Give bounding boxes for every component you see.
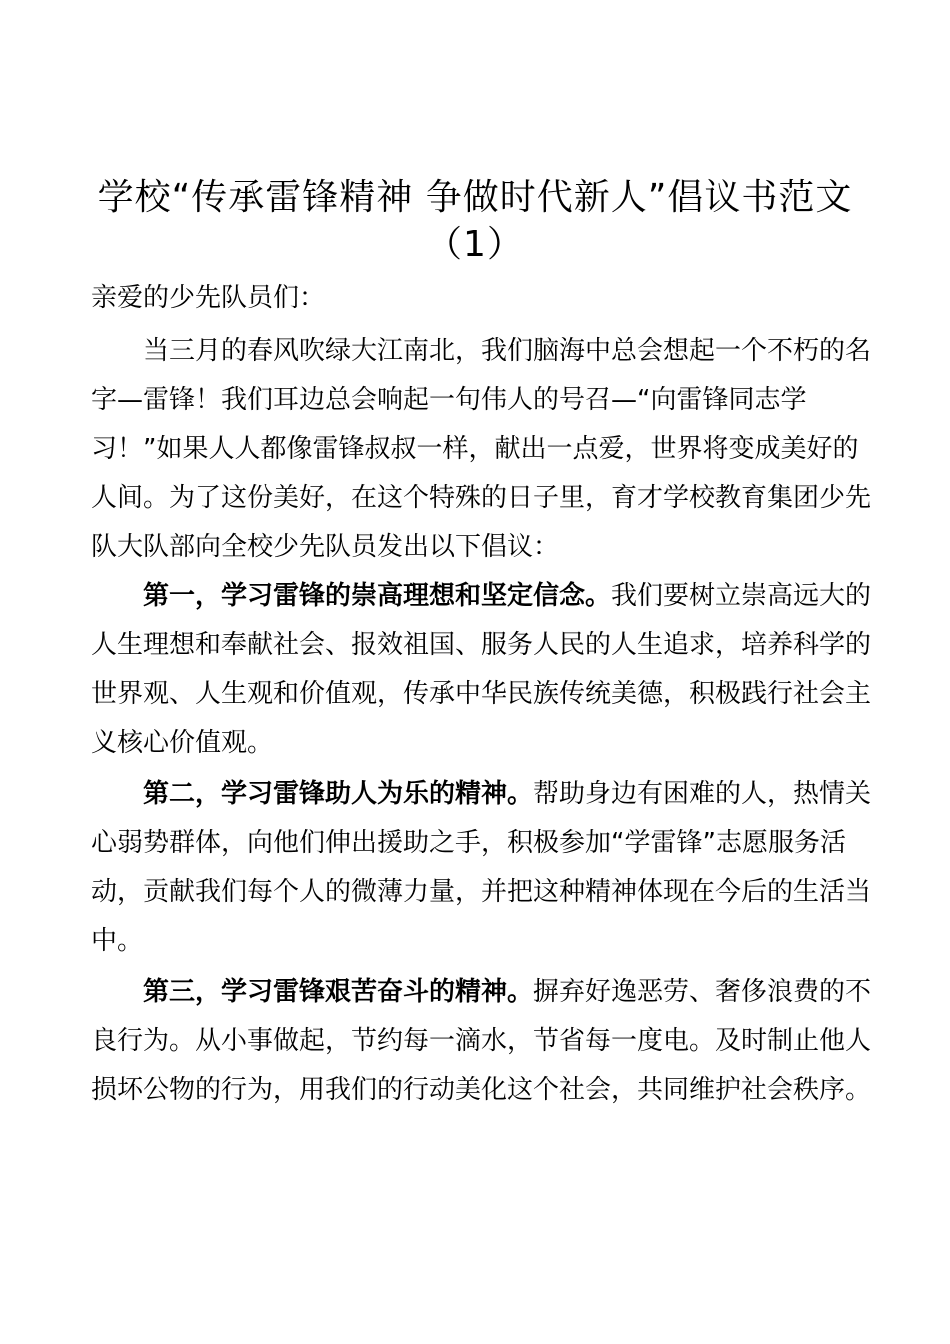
proposal-3-line-3: 损坏公物的行为，用我们的行动美化这个社会，共同维护社会秩序。 bbox=[91, 1075, 872, 1105]
proposal-2-line-3: 动，贡献我们每个人的微薄力量，并把这种精神体现在今后的生活当 bbox=[91, 877, 872, 907]
proposal-2-heading: 第二，学习雷锋助人为乐的精神。 bbox=[143, 779, 534, 809]
proposal-1-line-3: 世界观、人生观和价值观，传承中华民族传统美德，积极践行社会主 bbox=[91, 679, 872, 709]
proposal-3-lead: 摒弃好逸恶劳、奢侈浪费的不 bbox=[533, 977, 872, 1007]
proposal-2-first-line bbox=[143, 770, 913, 819]
intro-line-4: 人间。为了这份美好，在这个特殊的日子里，育才学校教育集团少先 bbox=[91, 483, 872, 513]
proposal-2-lead: 帮助身边有困难的人，热情关 bbox=[533, 779, 872, 809]
proposal-1-line-4: 义核心价值观。 bbox=[91, 728, 274, 758]
proposal-1-first-line bbox=[143, 572, 913, 621]
proposal-2-line-4: 中。 bbox=[91, 926, 144, 956]
intro-line-3: 习！”如果人人都像雷锋叔叔一样，献出一点爱，世界将变成美好的 bbox=[91, 434, 859, 464]
document-title: 学校“传承雷锋精神 争做时代新人”倡议书范文 bbox=[97, 177, 853, 218]
proposal-1-heading: 第一，学习雷锋的崇高理想和坚定信念。 bbox=[143, 581, 612, 611]
intro-line-5: 队大队部向全校少先队员发出以下倡议： bbox=[91, 532, 560, 562]
intro-line-1: 当三月的春风吹绿大江南北，我们脑海中总会想起一个不朽的名 bbox=[143, 336, 872, 366]
proposal-3-heading: 第三，学习雷锋艰苦奋斗的精神。 bbox=[143, 977, 534, 1007]
document-title-number: （1） bbox=[426, 224, 524, 265]
salutation: 亲爱的少先队员们： bbox=[91, 283, 326, 313]
intro-line-2: 字—雷锋！我们耳边总会响起一句伟人的号召—“向雷锋同志学 bbox=[91, 385, 807, 415]
proposal-2-line-2: 心弱势群体，向他们伸出援助之手，积极参加“学雷锋”志愿服务活 bbox=[91, 828, 846, 858]
proposal-1-line-2: 人生理想和奉献社会、报效祖国、服务人民的人生追求，培养科学的 bbox=[91, 630, 872, 660]
proposal-3-first-line bbox=[143, 968, 913, 1017]
proposal-3-line-2: 良行为。从小事做起，节约每一滴水，节省每一度电。及时制止他人 bbox=[91, 1026, 872, 1056]
proposal-1-lead: 我们要树立崇高远大的 bbox=[611, 581, 872, 611]
